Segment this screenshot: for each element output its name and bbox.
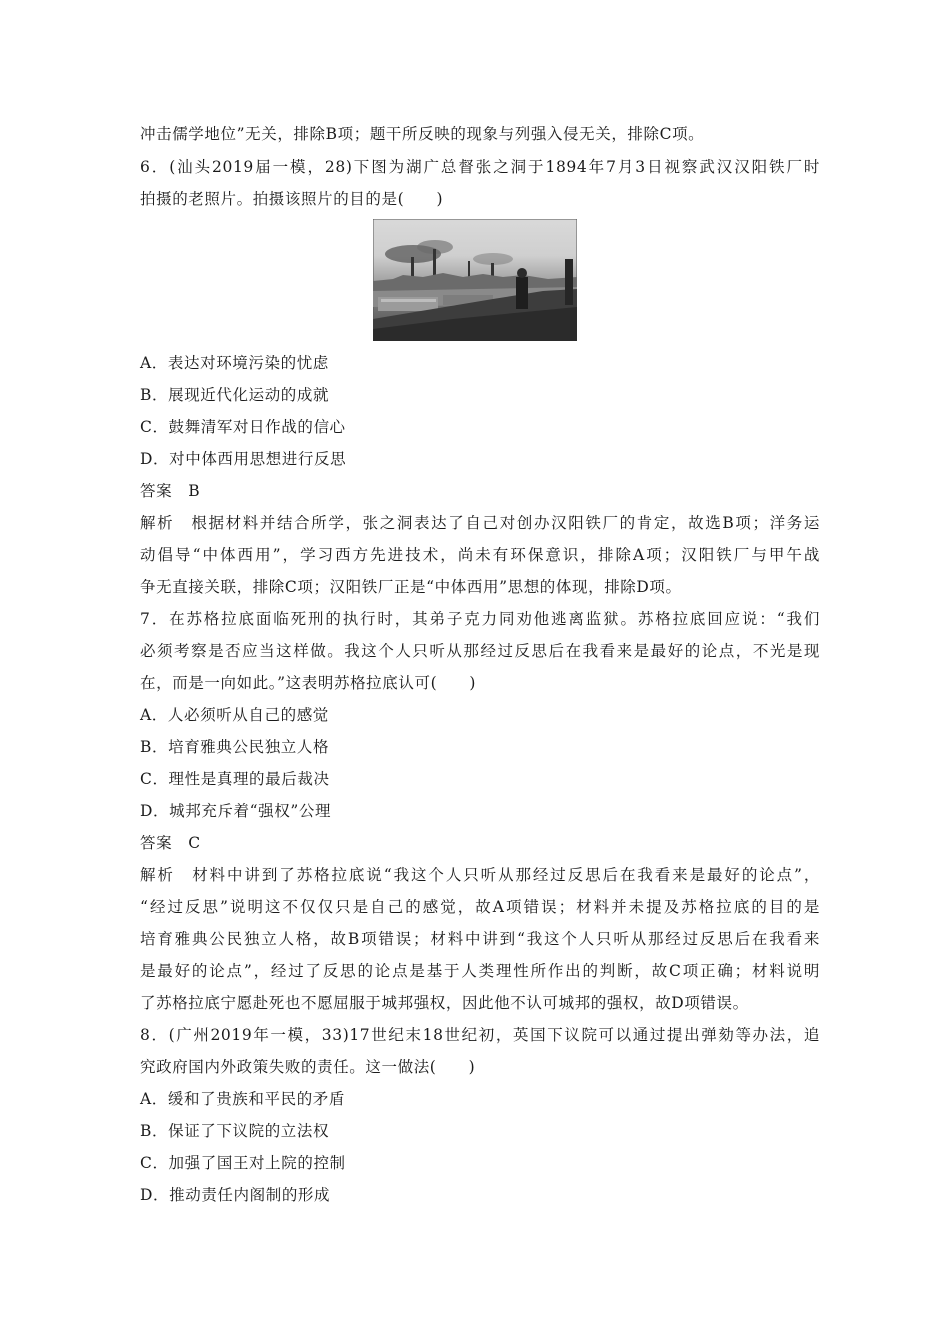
explanation-7: 了苏格拉底宁愿赴死也不愿屈服于城邦强权，因此他不认可城邦的强权，故D项错误。: [140, 994, 749, 1012]
explanation-7: 是最好的论点”，经过了反思的论点是基于人类理性所作出的判断，故C项正确；材料说明: [140, 962, 820, 980]
option-8-c: C．加强了国王对上院的控制: [140, 1154, 346, 1172]
answer-7: 答案 C: [140, 834, 201, 852]
historical-photo-hanyang-ironworks: [373, 219, 577, 341]
explanation-6: 解析 根据材料并结合所学，张之洞表达了自己对创办汉阳铁厂的肯定，故选B项；洋务运: [140, 514, 820, 532]
question-8-stem: 8．(广州2019年一模，33)17世纪末18世纪初，英国下议院可以通过提出弹劾等办法，追: [140, 1026, 820, 1044]
explanation-7: 解析 材料中讲到了苏格拉底说“我这个人只听从那经过反思后在我看来是最好的论点”，: [140, 866, 820, 884]
option-8-a: A．缓和了贵族和平民的矛盾: [140, 1090, 345, 1108]
option-6-b: B．展现近代化运动的成就: [140, 386, 330, 404]
explanation-7: “经过反思”说明这不仅仅只是自己的感觉，故A项错误；材料并未提及苏格拉底的目的是: [140, 898, 820, 916]
explanation-7: 培育雅典公民独立人格，故B项错误；材料中讲到“我这个人只听从那经过反思后在我看来: [140, 930, 820, 948]
option-6-a: A．表达对环境污染的忧虑: [140, 354, 329, 372]
option-6-d: D．对中体西用思想进行反思: [140, 450, 347, 468]
explanation-6: 动倡导“中体西用”，学习西方先进技术，尚未有环保意识，排除A项；汉阳铁厂与甲午战: [140, 546, 820, 564]
option-7-d: D．城邦充斥着“强权”公理: [140, 802, 332, 820]
factory-photo-drawing: [373, 219, 577, 341]
question-6-stem: 拍摄的老照片。拍摄该照片的目的是( ): [140, 190, 444, 208]
question-6-stem: 6．(汕头2019届一模，28)下图为湖广总督张之洞于1894年7月3日视察武汉汉阳铁厂时: [140, 158, 820, 176]
question-8-stem: 究政府国内外政策失败的责任。这一做法( ): [140, 1058, 476, 1076]
question-7-stem: 7．在苏格拉底面临死刑的执行时，其弟子克力同劝他逃离监狱。苏格拉底回应说：“我们: [140, 610, 820, 628]
option-6-c: C．鼓舞清军对日作战的信心: [140, 418, 346, 436]
question-7-stem: 必须考察是否应当这样做。我这个人只听从那经过反思后在我看来是最好的论点，不光是现: [140, 642, 820, 660]
answer-6: 答案 B: [140, 482, 201, 500]
option-8-d: D．推动责任内阁制的形成: [140, 1186, 331, 1204]
text-line: 冲击儒学地位”无关，排除B项；题干所反映的现象与列强入侵无关，排除C项。: [140, 125, 705, 143]
option-7-c: C．理性是真理的最后裁决: [140, 770, 330, 788]
option-7-b: B．培育雅典公民独立人格: [140, 738, 330, 756]
option-8-b: B．保证了下议院的立法权: [140, 1122, 330, 1140]
question-7-stem: 在，而是一向如此。”这表明苏格拉底认可( ): [140, 674, 477, 692]
explanation-6: 争无直接关联，排除C项；汉阳铁厂正是“中体西用”思想的体现，排除D项。: [140, 578, 682, 596]
option-7-a: A．人必须听从自己的感觉: [140, 706, 329, 724]
